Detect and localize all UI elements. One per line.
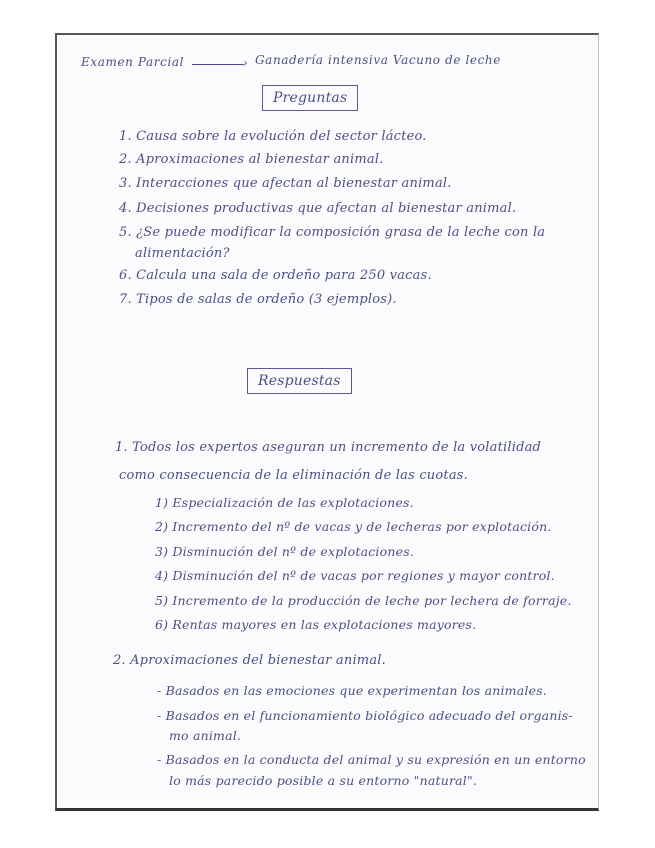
- answer-2-line-3: mo animal.: [169, 728, 242, 743]
- questions-title: Preguntas: [262, 85, 358, 111]
- answer-1-item-1: 1) Especialización de las explotaciones.: [155, 495, 414, 510]
- question-5: 5. ¿Se puede modificar la composición grasa de la leche con la: [119, 225, 546, 240]
- header-arrow: [192, 64, 244, 65]
- answer-2-line-5: lo más parecido posible a su entorno "natural".: [169, 773, 478, 788]
- answer-2-line-1: - Basados en las emociones que experimentan los animales.: [157, 683, 547, 698]
- answer-1-line-1: 1. Todos los expertos aseguran un incremento de la volatilidad: [115, 440, 542, 455]
- answer-1-item-4: 4) Disminución del nº de vacas por regiones y mayor control.: [155, 568, 555, 583]
- answer-2-line-2: - Basados en el funcionamiento biológico adecuado del organis-: [157, 708, 573, 723]
- question-4: 4. Decisiones productivas que afectan al bienestar animal.: [119, 201, 517, 216]
- answer-2-title: 2. Aproximaciones del bienestar animal.: [113, 653, 386, 668]
- answers-title: Respuestas: [247, 368, 352, 394]
- question-3: 3. Interacciones que afectan al bienestar animal.: [119, 176, 452, 191]
- answer-2-line-4: - Basados en la conducta del animal y su expresión en un entorno: [157, 752, 586, 767]
- header-right: Ganadería intensiva Vacuno de leche: [255, 53, 501, 67]
- answer-1-item-3: 3) Disminución del nº de explotaciones.: [155, 544, 414, 559]
- exam-sheet: [55, 33, 599, 811]
- question-5-continuation: alimentación?: [135, 246, 230, 261]
- question-1: 1. Causa sobre la evolución del sector lácteo.: [119, 129, 427, 144]
- header-left: Examen Parcial: [81, 55, 185, 69]
- question-2: 2. Aproximaciones al bienestar animal.: [119, 152, 384, 167]
- arrow-head-icon: ›: [243, 56, 249, 70]
- answer-1-item-2: 2) Incremento del nº de vacas y de lecheras por explotación.: [155, 519, 552, 534]
- answer-1-item-6: 6) Rentas mayores en las explotaciones mayores.: [155, 617, 477, 632]
- answer-1-item-5: 5) Incremento de la producción de leche por lechera de forraje.: [155, 593, 572, 608]
- answer-1-line-2: como consecuencia de la eliminación de las cuotas.: [119, 468, 468, 483]
- question-6: 6. Calcula una sala de ordeño para 250 vacas.: [119, 268, 432, 283]
- question-7: 7. Tipos de salas de ordeño (3 ejemplos).: [119, 292, 397, 307]
